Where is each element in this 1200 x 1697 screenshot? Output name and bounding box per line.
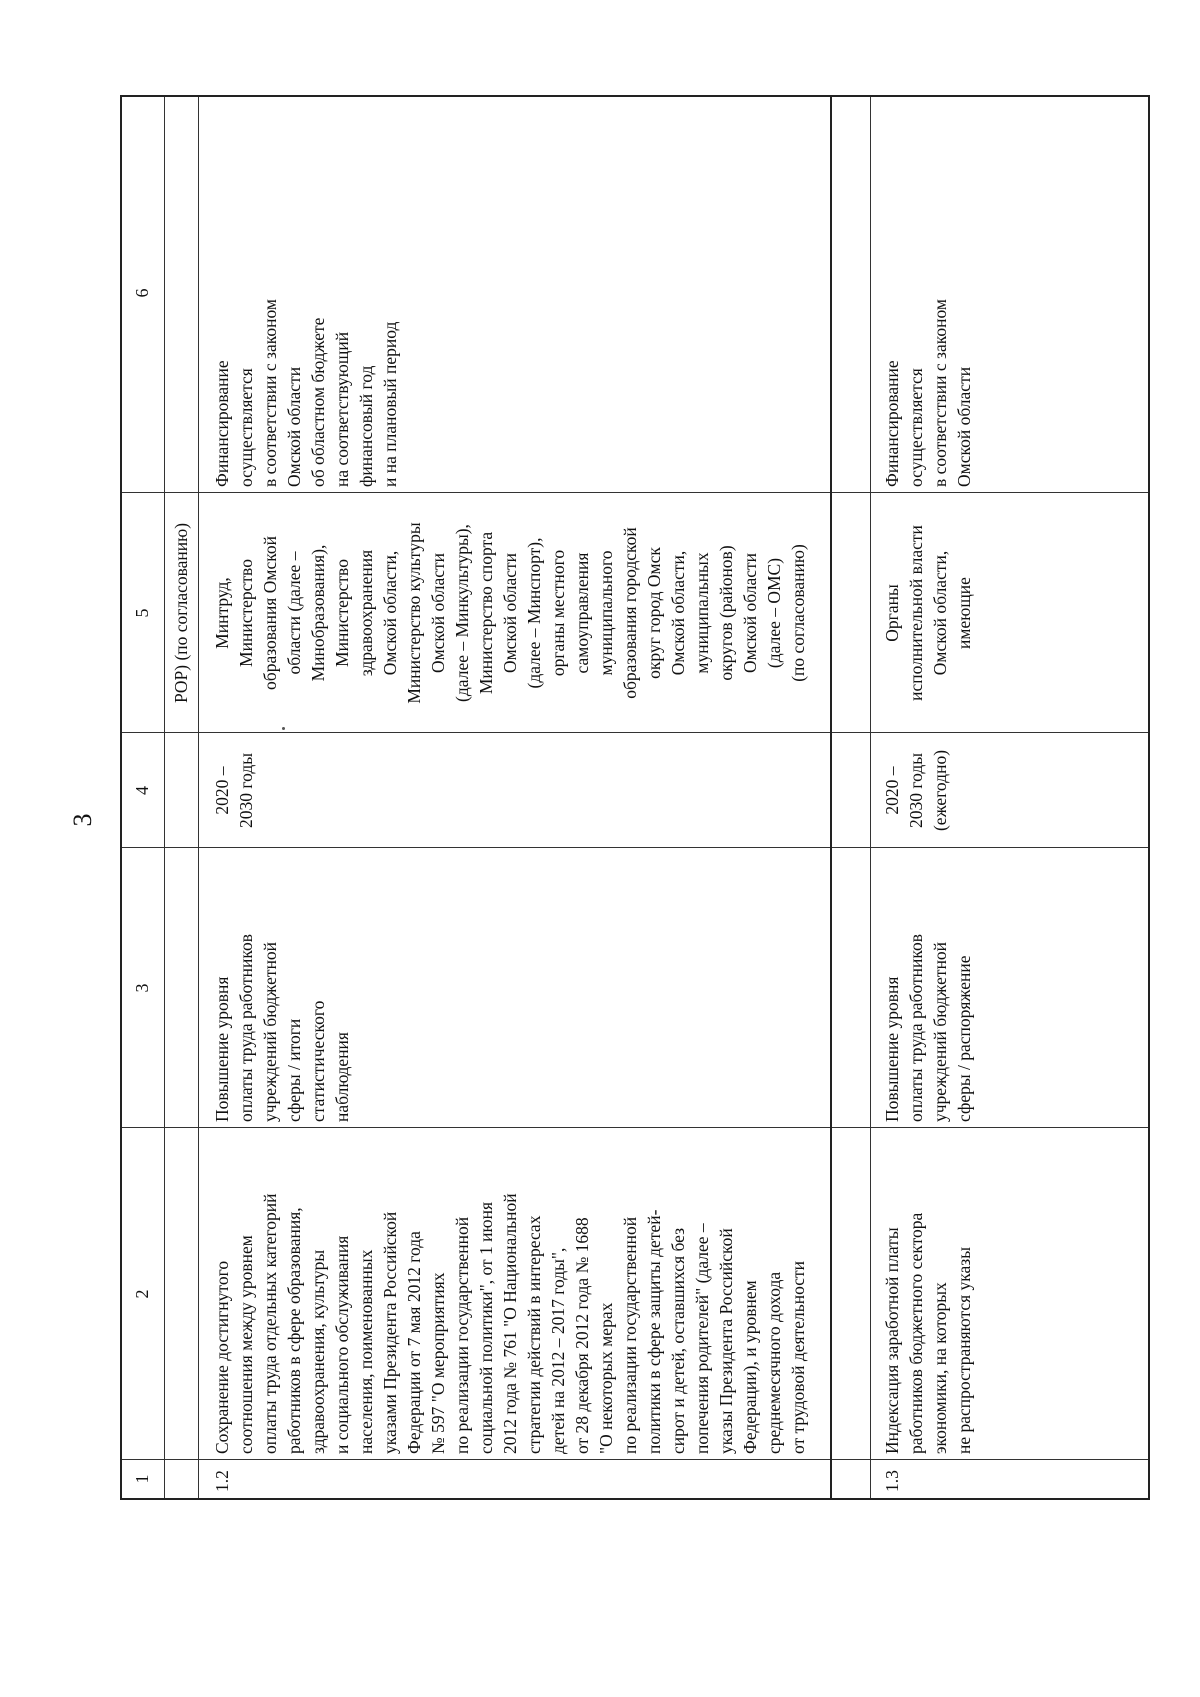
row-1-3-measure: Индексация заработной платы работников бюджетного сектора экономики, на которых не распространяются указы [882, 1212, 974, 1454]
row-1-3-financing: Финансирование осуществляется в соответствии с законом Омской области [882, 299, 974, 487]
row-1-2-financing: Финансирование осуществляется в соответствии с законом Омской области об областном бюджете на соответствующий финансовый год и на плановый период [212, 299, 400, 487]
row-1-3-result: Повышение уровня оплаты труда работников учреждений бюджетной сферы / распоряжение [882, 934, 974, 1122]
row-1-2-executors: Минтруд, Министерство образования Омской области (далее – Минобразования), Министерство здравоохранения Омской области, Министерство культуры Омской области (далее – Минкультуры), Министерство спорта Омской области (далее – Минспорт), органы местного самоуправления муниципального образования городской округ город Омск Омской области, муниципальных округов (районов) Омской области (далее – ОМС) (по согласованию) [212, 522, 808, 704]
action-plan-table [120, 95, 1150, 1500]
row-1-2-measure: Сохранение достигнутого соотношения между уровнем оплаты труда отдельных категорий работников в сфере образования, здравоохранения, культуры и социального обслуживания населения, поименованных указами Президента Российской Федерации от 7 мая 2012 года № 597 "О мероприятиях по реализации государственной социальной политики", от 1 июня 2012 года № 761 "О Национальной стратегии действий в интересах детей на 2012 – 2017 годы", от 28 декабря 2012 года № 1688 "О некоторых мерах по реализации государственной политики в сфере защиты детей- сирот и детей, оставшихся без попечения родителей" (далее – указы Президента Российской Федерации), и уровнем среднемесячного дохода от трудовой деятельности [212, 1193, 808, 1454]
column-header-6: 6 [132, 288, 152, 298]
column-header-1: 1 [132, 1474, 152, 1484]
row-1-2-result: Повышение уровня оплаты труда работников учреждений бюджетной сферы / итоги статистического наблюдения [212, 934, 352, 1122]
page-number: 3 [68, 813, 97, 827]
column-header-5: 5 [132, 608, 152, 618]
row-1-3-executors: Органы исполнительной власти Омской области, имеющие [882, 525, 974, 701]
column-header-2: 2 [132, 1289, 152, 1299]
row-number-1-3: 1.3 [882, 1470, 902, 1492]
rotated-table-container [120, 95, 1150, 1500]
continuation-cell-col5: РОР) (по согласованию) [171, 522, 191, 704]
row-1-2-period: 2020 – 2030 годы [212, 752, 256, 829]
row-number-1-2: 1.2 [212, 1470, 232, 1492]
row-divider [164, 97, 165, 1498]
column-header-4: 4 [132, 786, 152, 795]
row-1-3-period: 2020 – 2030 годы (ежегодно) [882, 749, 950, 832]
column-header-3: 3 [132, 983, 152, 993]
row-divider [830, 97, 832, 1498]
